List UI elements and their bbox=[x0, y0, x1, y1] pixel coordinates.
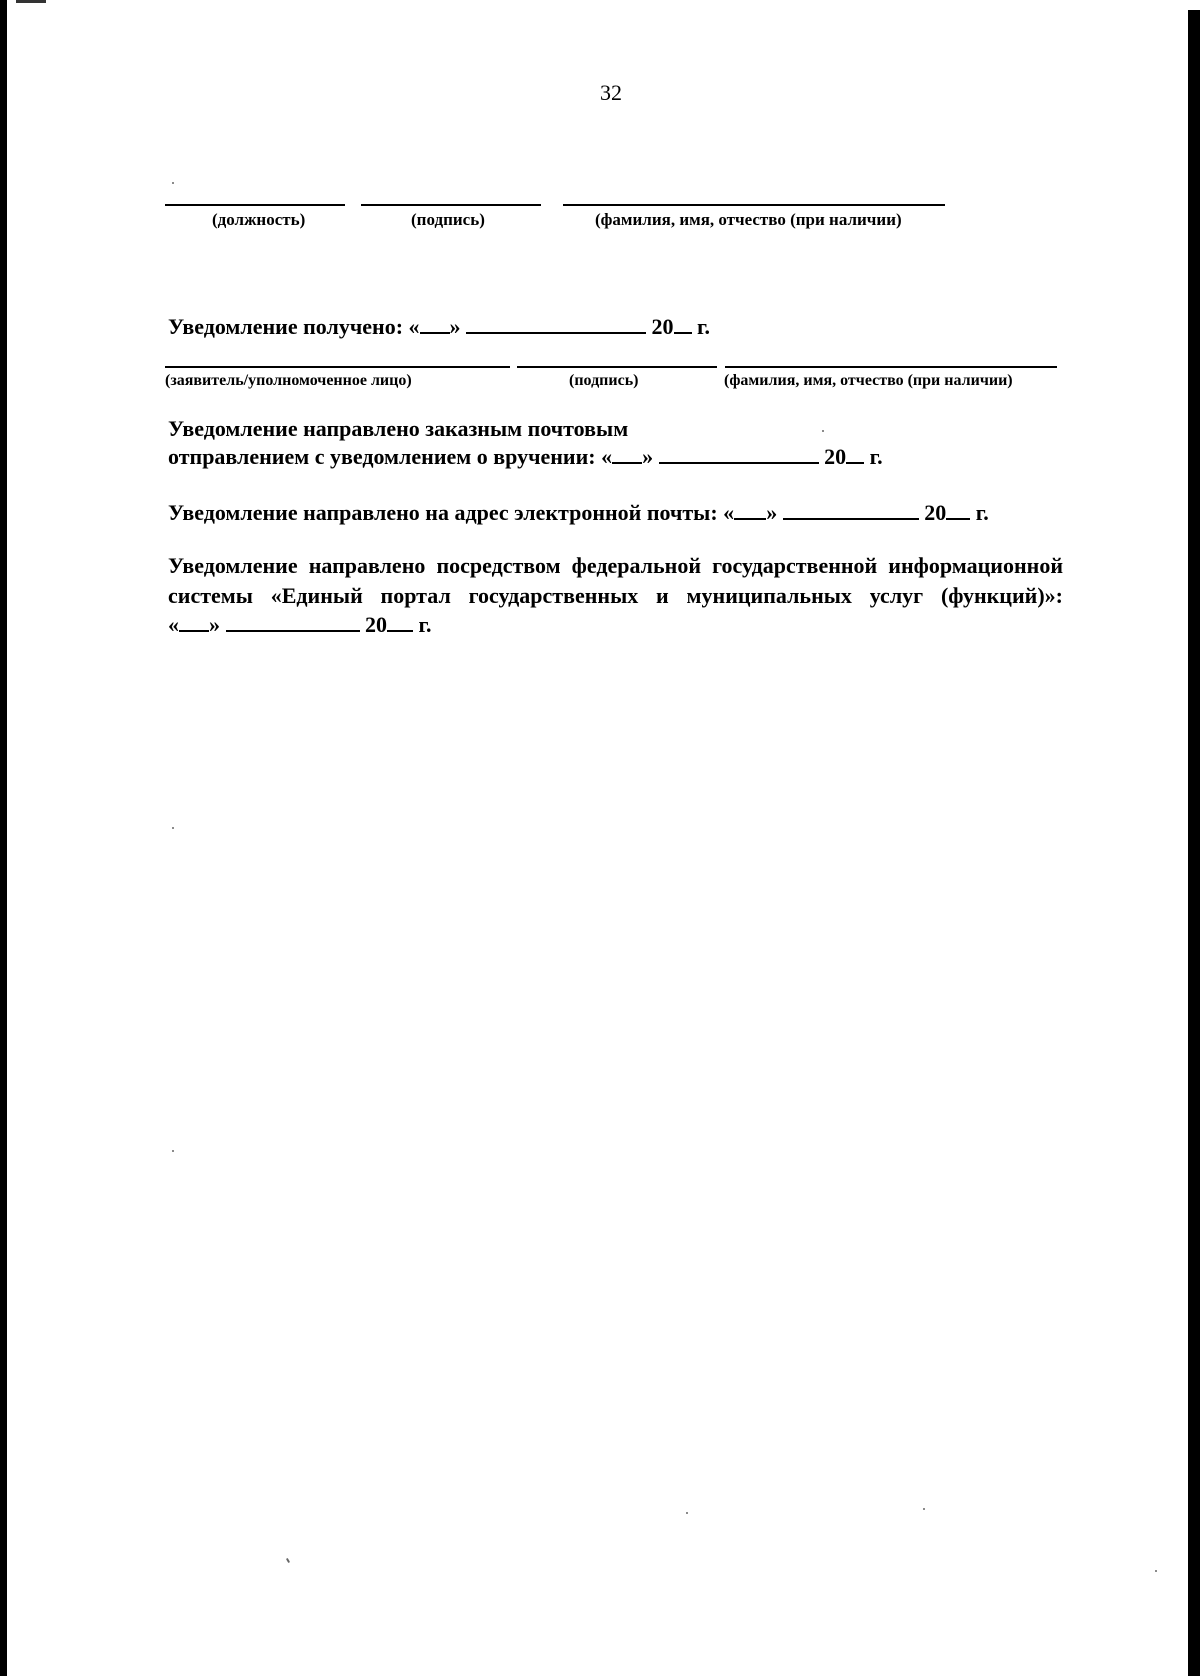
page-number: 32 bbox=[600, 80, 622, 105]
scan-border-left bbox=[0, 0, 7, 1676]
mail-month-blank[interactable] bbox=[659, 444, 819, 464]
signature-line bbox=[361, 204, 541, 206]
scan-speck bbox=[686, 1512, 688, 1514]
year-suffix: г. bbox=[418, 612, 432, 637]
scan-speck bbox=[286, 1558, 290, 1563]
applicant-name-line bbox=[725, 366, 1057, 368]
scan-speck bbox=[923, 1508, 925, 1510]
notice-received-line bbox=[168, 314, 710, 340]
quote-open: « bbox=[168, 612, 179, 637]
year-prefix: 20 bbox=[824, 444, 847, 469]
year-blank[interactable] bbox=[674, 314, 692, 334]
portal-month-blank[interactable] bbox=[226, 612, 360, 632]
month-blank[interactable] bbox=[466, 314, 646, 334]
signature-label: (подпись) bbox=[411, 210, 485, 229]
position-line bbox=[165, 204, 345, 206]
day-blank[interactable] bbox=[420, 314, 450, 334]
notice-mail-line-1: Уведомление направлено заказным почтовым bbox=[168, 416, 629, 441]
notice-portal-line-1: Уведомление направлено посредством федеральной государственной информационной bbox=[168, 553, 1063, 578]
scan-border-right bbox=[1188, 10, 1200, 1676]
name-label: (фамилия, имя, отчество (при наличии) bbox=[595, 210, 902, 229]
portal-day-blank[interactable] bbox=[179, 612, 209, 632]
notice-portal-line-2: системы «Единый портал государственных и муниципальных услуг (функций)»: bbox=[168, 583, 1063, 608]
quote-close: » bbox=[209, 612, 220, 637]
applicant-label: (заявитель/уполномоченное лицо) bbox=[165, 372, 412, 389]
applicant-line bbox=[165, 366, 510, 368]
year-suffix: г. bbox=[869, 444, 883, 469]
position-label: (должность) bbox=[212, 210, 306, 229]
notice-received-prefix: Уведомление получено: « bbox=[168, 314, 420, 339]
applicant-signature-label: (подпись) bbox=[569, 372, 639, 389]
quote-close: » bbox=[766, 500, 778, 525]
year-prefix: 20 bbox=[365, 612, 387, 637]
email-day-blank[interactable] bbox=[734, 500, 766, 520]
quote-close: » bbox=[642, 444, 654, 469]
portal-year-blank[interactable] bbox=[387, 612, 413, 632]
mail-year-blank[interactable] bbox=[846, 444, 864, 464]
email-year-blank[interactable] bbox=[946, 500, 970, 520]
notice-portal-line-3 bbox=[168, 612, 432, 638]
scan-corner-mark bbox=[16, 0, 46, 3]
quote-close: » bbox=[449, 314, 461, 339]
scan-speck bbox=[172, 1150, 174, 1152]
notice-email-prefix: Уведомление направлено на адрес электронной почты: « bbox=[168, 500, 735, 525]
year-prefix: 20 bbox=[924, 500, 947, 525]
notice-email-line bbox=[168, 500, 989, 526]
year-suffix: г. bbox=[697, 314, 711, 339]
name-line bbox=[563, 204, 945, 206]
applicant-name-label: (фамилия, имя, отчество (при наличии) bbox=[724, 372, 1013, 389]
scan-speck bbox=[172, 182, 174, 184]
scan-speck bbox=[172, 827, 174, 829]
year-prefix: 20 bbox=[651, 314, 674, 339]
applicant-signature-line bbox=[517, 366, 717, 368]
notice-mail-line-2 bbox=[168, 444, 883, 470]
scan-speck bbox=[822, 430, 824, 432]
mail-day-blank[interactable] bbox=[612, 444, 642, 464]
scan-speck bbox=[1155, 1570, 1157, 1572]
year-suffix: г. bbox=[975, 500, 989, 525]
notice-mail-prefix: отправлением с уведомлением о вручении: « bbox=[168, 444, 613, 469]
email-month-blank[interactable] bbox=[783, 500, 919, 520]
